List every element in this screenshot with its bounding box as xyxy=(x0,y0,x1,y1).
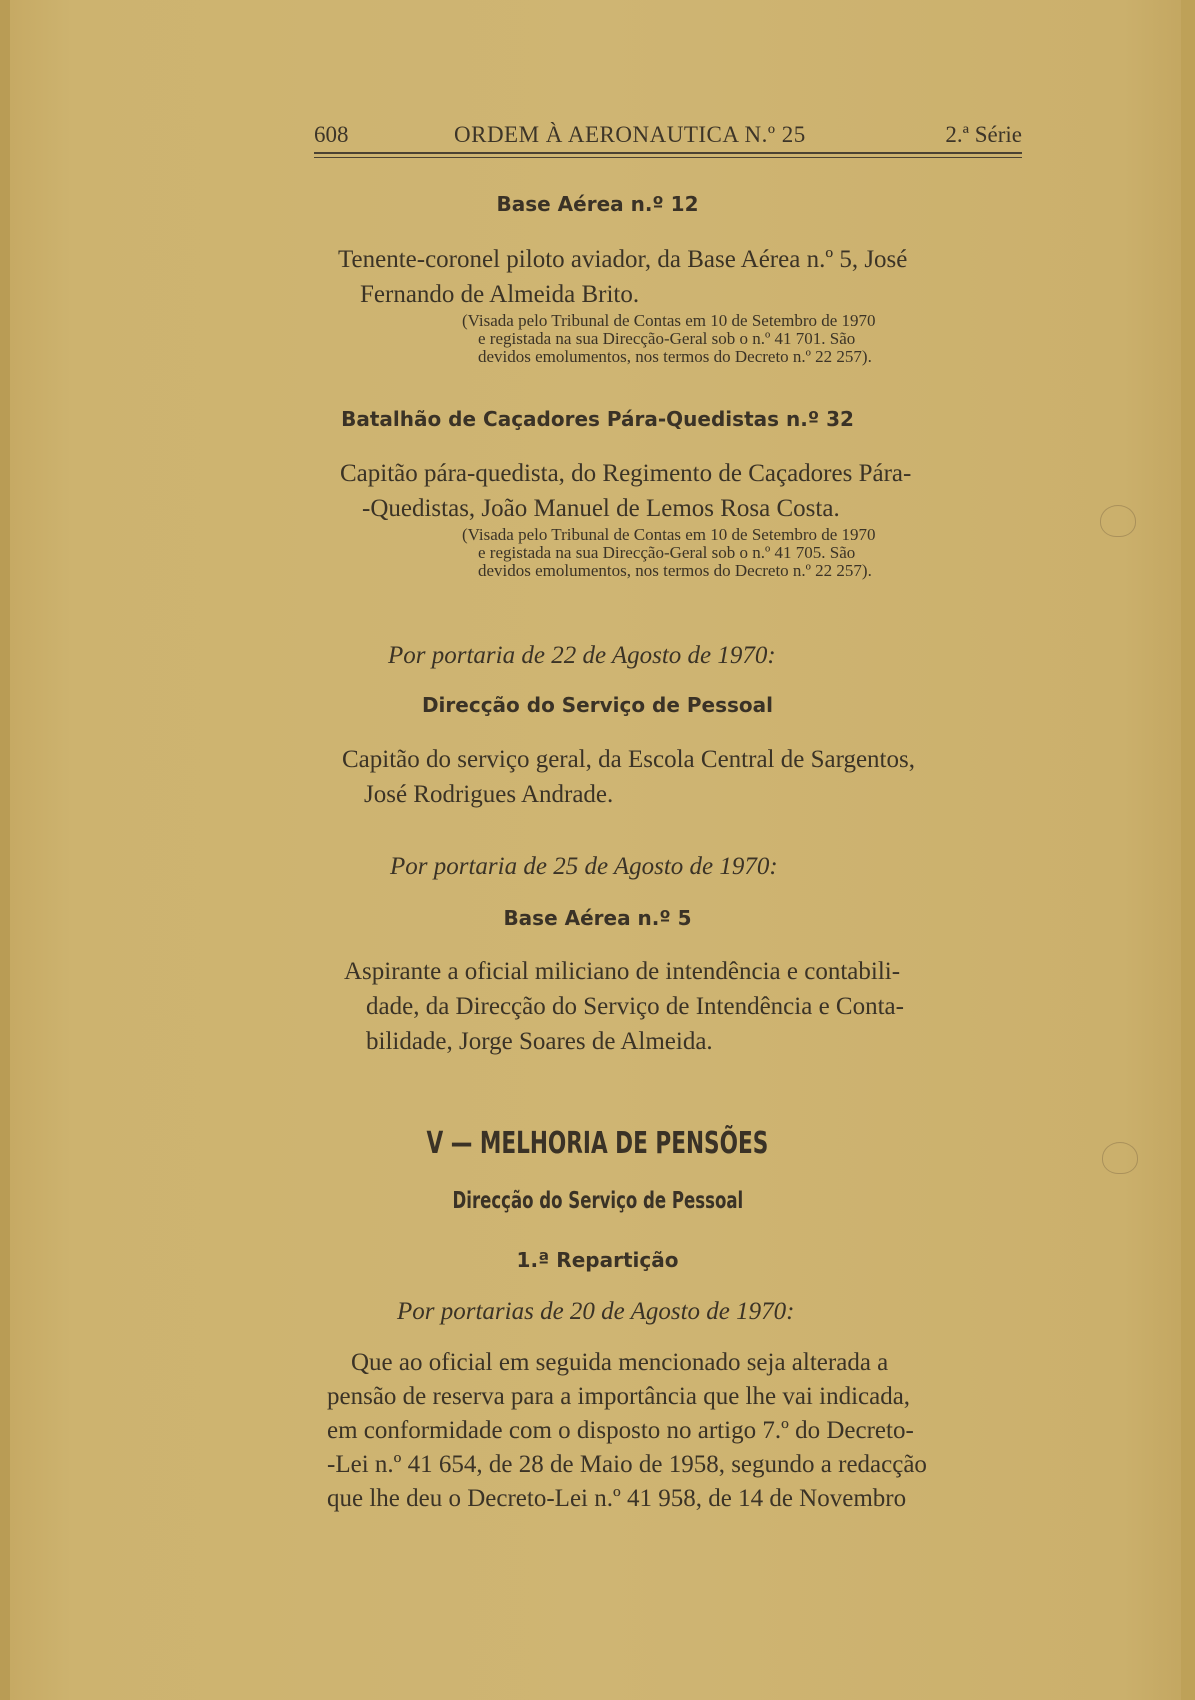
heading-direccao-servico-pessoal: Direcção do Serviço de Pessoal xyxy=(421,693,774,717)
paper-edge-right xyxy=(1181,0,1195,1700)
portaria2-body xyxy=(344,954,1044,1059)
publication-title: ORDEM À AERONAUTICA N.º 25 xyxy=(454,122,806,147)
body-line: Aspirante a oficial miliciano de intendência e contabili- xyxy=(344,958,901,985)
portarias-intro-20-agosto: Por portarias de 20 de Agosto de 1970: xyxy=(397,1298,795,1325)
body-line: pensão de reserva para a importância que lhe vai indicada, xyxy=(327,1383,911,1410)
body-line: Tenente-coronel piloto aviador, da Base Aérea n.º 5, José xyxy=(338,246,908,273)
body-line: bilidade, Jorge Soares de Almeida. xyxy=(366,1028,713,1055)
body-line: Capitão pára-quedista, do Regimento de Caçadores Pára- xyxy=(340,460,912,487)
body-line: que lhe deu o Decreto-Lei n.º 41 958, de 14 de Novembro xyxy=(327,1485,907,1512)
section-body-base-aerea-12 xyxy=(338,242,1038,312)
body-line: -Quedistas, João Manuel de Lemos Rosa Costa. xyxy=(362,495,840,522)
note-line: devidos emolumentos, nos termos do Decreto n.º 22 257). xyxy=(478,347,872,366)
body-line: Que ao oficial em seguida mencionado seja alterada a xyxy=(351,1349,889,1376)
note-line: (Visada pelo Tribunal de Contas em 10 de Setembro de 1970 xyxy=(462,525,876,544)
visa-note-1 xyxy=(462,312,1032,366)
binder-hole-mark xyxy=(1100,505,1136,537)
section-body-batalhao xyxy=(340,456,1040,526)
page-number: 608 xyxy=(314,122,349,147)
note-line: devidos emolumentos, nos termos do Decreto n.º 22 257). xyxy=(478,561,872,580)
note-line: (Visada pelo Tribunal de Contas em 10 de Setembro de 1970 xyxy=(462,311,876,330)
paper-edge-left xyxy=(0,0,10,1700)
chapter-title-text: V — MELHORIA DE PENSÕES xyxy=(426,1126,769,1161)
note-line: e registada na sua Direcção-Geral sob o n.º 41 701. São xyxy=(478,329,856,348)
section-heading-base-aerea-12: Base Aérea n.º 12 xyxy=(496,192,699,216)
repartition-heading: 1.ª Repartição xyxy=(516,1248,679,1272)
portaria-intro-22-agosto: Por portaria de 22 de Agosto de 1970: xyxy=(388,642,776,669)
section-heading-batalhao: Batalhão de Caçadores Pára-Quedistas n.º 32 xyxy=(341,407,854,431)
header-rule xyxy=(314,152,1022,154)
chapter-subtitle xyxy=(0,1188,1195,1214)
page-header xyxy=(314,118,1022,154)
note-line: e registada na sua Direcção-Geral sob o n.º 41 705. São xyxy=(478,543,856,562)
portaria1-body xyxy=(342,742,1042,812)
body-line: José Rodrigues Andrade. xyxy=(364,781,614,808)
body-line: em conformidade com o disposto no artigo 7.º do Decreto- xyxy=(327,1417,914,1444)
binder-hole-mark xyxy=(1102,1142,1138,1174)
body-line: -Lei n.º 41 654, de 28 de Maio de 1958, segundo a redacção xyxy=(327,1451,927,1478)
visa-note-2 xyxy=(462,526,1032,580)
header-rule-thin xyxy=(314,157,1022,158)
body-line: Capitão do serviço geral, da Escola Central de Sargentos, xyxy=(342,746,915,773)
chapter-subtitle-text: Direcção do Serviço de Pessoal xyxy=(452,1188,743,1214)
chapter-title xyxy=(0,1126,1195,1161)
chapter-body xyxy=(327,1346,1037,1516)
heading-base-aerea-5: Base Aérea n.º 5 xyxy=(503,906,692,930)
portaria-intro-25-agosto: Por portaria de 25 de Agosto de 1970: xyxy=(390,853,778,880)
series-label: 2.ª Série xyxy=(945,122,1022,147)
body-line: dade, da Direcção do Serviço de Intendência e Conta- xyxy=(366,993,904,1020)
body-line: Fernando de Almeida Brito. xyxy=(360,281,640,308)
